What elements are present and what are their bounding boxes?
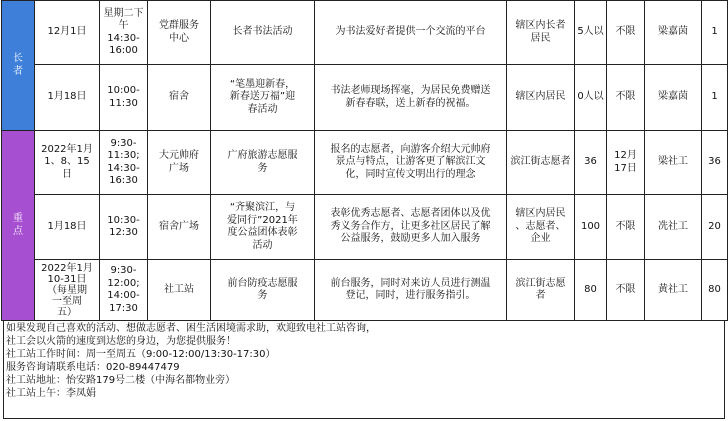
quota-cell: 0人以: [575, 65, 607, 131]
deadline-cell: 不限: [607, 65, 645, 131]
date-cell: 1月18日: [35, 195, 100, 260]
activity-desc-cell: 书法老师现场挥毫，为居民免费赠送 新春春联，送上新春的祝福。: [315, 65, 507, 131]
contact-cell: 梁嘉茵: [645, 1, 702, 65]
table-row: [2, 65, 728, 131]
time-cell: 星期二下 午 14:30- 16:00: [100, 1, 148, 65]
contact-cell: 梁社工: [645, 131, 702, 195]
activity-name-cell: 长者书法活动: [211, 1, 315, 65]
phone-line: 服务咨询请联系电话：020-89447479: [6, 362, 180, 373]
venue-cell: 社工站: [148, 260, 211, 321]
time-cell: 10:00- 11:30: [100, 65, 148, 131]
working-hours-line: 社工站工作时间：周一至周五（9:00-12:00/13:30-17:30）: [6, 349, 276, 360]
contact-cell: 梁嘉茵: [645, 65, 702, 131]
time-cell: 9:30- 11:30; 14:30- 16:30: [100, 131, 148, 195]
target-cell: 滨江街志愿者: [507, 131, 575, 195]
time-cell: 9:30- 12:00; 14:00- 17:30: [100, 260, 148, 321]
table-row: [2, 195, 728, 260]
contact-notes: [3, 320, 725, 419]
contact-cell: 冼社工: [645, 195, 702, 260]
count-cell: 36: [702, 131, 728, 195]
venue-cell: 党群服务 中心: [148, 1, 211, 65]
activity-name-cell: “齐聚滨江，与 爱同行”2021年 度公益团体表彰 活动: [211, 195, 315, 260]
activity-schedule-table: [1, 0, 728, 321]
table-row: [2, 1, 728, 65]
quota-cell: 100: [575, 195, 607, 260]
activity-desc-cell: 表彰优秀志愿者、志愿者团体以及优 秀义务合作方，让更多社区居民了解 公益服务，鼓励更多人加入服务: [315, 195, 507, 260]
target-cell: 滨江街志愿 者: [507, 260, 575, 321]
venue-cell: 大元帅府 广场: [148, 131, 211, 195]
deadline-cell: 不限: [607, 195, 645, 260]
contact-cell: 黄社工: [645, 260, 702, 321]
activity-desc-cell: 前台服务，同时对来访人员进行测温 登记，同时，进行服务指引。: [315, 260, 507, 321]
target-cell: 辖区内长者 居民: [507, 1, 575, 65]
date-cell: 2022年1月 1、8、15 日: [35, 131, 100, 195]
date-cell: 12月1日: [35, 1, 100, 65]
venue-cell: 宿舍广场: [148, 195, 211, 260]
address-line: 社工站地址：怡安路179号二楼（中海名都物业旁）: [6, 375, 236, 386]
notes-line: 社工会以火箭的速度到达您的身边，为您提供服务！: [6, 336, 236, 347]
activity-name-cell: 广府旅游志愿服 务: [211, 131, 315, 195]
count-cell: 1: [702, 65, 728, 131]
venue-cell: 宿舍: [148, 65, 211, 131]
target-cell: 辖区内居民 、志愿者、 企业: [507, 195, 575, 260]
count-cell: 20: [702, 195, 728, 260]
activity-desc-cell: 报名的志愿者，向游客介绍大元帅府 景点与特点，让游客更了解滨江文 化，同时宣传文明出行的理念: [315, 131, 507, 195]
date-cell: 1月18日: [35, 65, 100, 131]
deadline-cell: 12月17日: [607, 131, 645, 195]
group-label-key: 重 点: [2, 131, 35, 321]
activity-name-cell: 前台防疫志愿服 务: [211, 260, 315, 321]
notes-line: 如果发现自己喜欢的活动、想做志愿者、困生活困境需求助，欢迎致电社工站咨询，: [6, 323, 376, 334]
group-label-elders: 长 者: [2, 1, 35, 131]
date-cell: 2022年1月 10-31日 （每星期 一至周 五）: [35, 260, 100, 321]
count-cell: 80: [702, 260, 728, 321]
activity-name-cell: “笔墨迎新春， 新春送万福”迎 春活动: [211, 65, 315, 131]
deadline-cell: 不限: [607, 260, 645, 321]
time-cell: 10:30- 12:30: [100, 195, 148, 260]
activity-desc-cell: 为书法爱好者提供一个交流的平台: [315, 1, 507, 65]
count-cell: 1: [702, 1, 728, 65]
quota-cell: 5人以: [575, 1, 607, 65]
deadline-cell: 不限: [607, 1, 645, 65]
table-row: [2, 131, 728, 195]
quota-cell: 80: [575, 260, 607, 321]
quota-cell: 36: [575, 131, 607, 195]
table-row: [2, 260, 728, 321]
target-cell: 辖区内居民: [507, 65, 575, 131]
notes-line: 社工站上午：李凤娟: [6, 388, 96, 399]
